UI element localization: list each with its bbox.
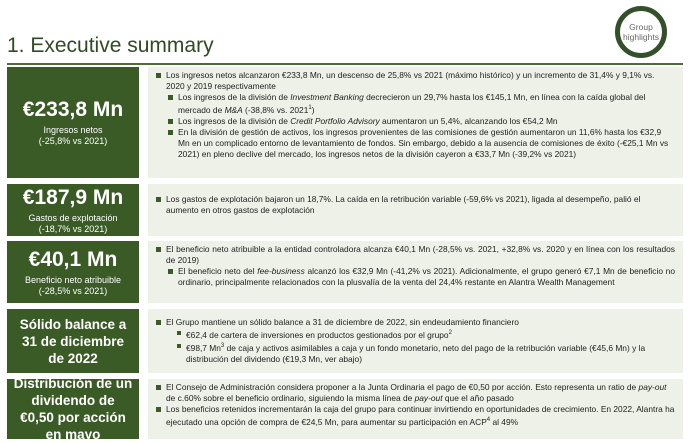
section-badge xyxy=(615,6,667,58)
bullet-investment-portfolio: €62,4 de cartera de inversiones en productos gestionados por el grupo$^2$ xyxy=(154,328,675,341)
bullet-dividend-proposal: El Consejo de Administración considera proponer a la Junta Ordinaria el pago de €0,50 por acción. Esto representa un ratio de pay-out de c.60% sobre el beneficio ordinario, siguiendo la misma línea de pay-out que el año pasado xyxy=(154,382,675,404)
bullet-main: Los ingresos netos alcanzaron €233,8 Mn, un descenso de 25,8% vs 2021 (máximo histórico) y un incremento de 31,4% y 9,1% vs. 2020 y 2019 respectivamente xyxy=(154,70,675,92)
kpi-label: Beneficio neto atribuible xyxy=(24,274,122,285)
section-dividendo xyxy=(7,376,683,442)
kpi-heading: Sólido balance a 31 de diciembre de 2022 xyxy=(19,316,127,366)
kpi-box-beneficio xyxy=(7,241,139,303)
kpi-box-dividendo xyxy=(7,376,139,442)
bullet-credit-portfolio: Los ingresos de la división de Credit Portfolio Advisory aumentaron un 5,4%, alcanzando los €54,2 Mn xyxy=(154,116,675,127)
kpi-box-ingresos xyxy=(7,67,139,178)
kpi-value: €233,8 Mn xyxy=(22,98,124,121)
bullet-main: El beneficio neto atribuible a la entidad controladora alcanza €40,1 Mn (-28,5% vs. 2021, +32,8% vs. 2020 y en línea con los resultados de 2019) xyxy=(154,244,675,266)
bullet-investment-banking: Los ingresos de la división de Investment Banking decrecieron un 29,7% hasta los €145,1 Mn, en línea con la caída global del mercado de M&A (-38,8% vs. 2021$^1$) xyxy=(154,92,675,116)
content-panel-beneficio xyxy=(148,241,683,303)
bullet-asset-management: En la división de gestión de activos, los ingresos provenientes de las comisiones de gestión aumentaron un 11,6% hasta los €32,9 Mn en un complicado entorno de levantamiento de fondos. Sin embargo, debido a la ausencia de comisiones de éxito (-€25,1 Mn vs 2021) en pleno declive del mercado, los ingresos netos de la división cayeron a €33,7 Mn (-39,2% vs 2021) xyxy=(154,127,675,160)
section-gastos xyxy=(7,184,683,236)
kpi-label: Gastos de explotación xyxy=(28,212,118,223)
kpi-value: €40,1 Mn xyxy=(28,247,118,271)
kpi-box-balance xyxy=(7,309,139,373)
content-panel-dividendo xyxy=(148,379,683,439)
badge-text: Group highlights xyxy=(623,21,659,42)
kpi-value: €187,9 Mn xyxy=(22,185,124,209)
bullet-cash: €98,7 Mn$^3$ de caja y activos asimilables a caja y un fondo monetario, neto del pago de la retribución variable (€45,6 Mn) y la distribución del dividendo (€19,3 Mn, ver abajo) xyxy=(154,341,675,365)
bullet-fee-business: El beneficio neto del fee-business alcanzó los €32,9 Mn (-41,2% vs 2021). Adicionalmente, el grupo generó €7,1 Mn de beneficio no ordinario, principalmente relacionados con la plusvalía de la venta del 24,4% restante en Alantra Wealth Management xyxy=(154,266,675,288)
kpi-box-gastos xyxy=(7,184,139,236)
bullet-main: El Grupo mantiene un sólido balance a 31 de diciembre de 2022, sin endeudamiento financiero xyxy=(154,317,675,328)
kpi-change: (-28,5% vs 2021) xyxy=(38,285,108,296)
page-title: 1. Executive summary xyxy=(7,34,214,57)
section-ingresos xyxy=(7,67,683,178)
kpi-label: Ingresos netos xyxy=(43,125,103,135)
kpi-heading: Distribución de un dividendo de €0,50 por acción en mayo xyxy=(13,376,133,442)
content-panel-ingresos xyxy=(148,67,683,178)
section-beneficio xyxy=(7,241,683,303)
kpi-change: (-18,7% vs 2021) xyxy=(38,223,108,234)
content-panel-gastos xyxy=(148,184,683,236)
title-divider xyxy=(7,63,683,65)
content-panel-balance xyxy=(148,309,683,373)
bullet-main: Los gastos de explotación bajaron un 18,7%. La caída en la retribución variable (-59,6% vs 2021), ligada al desempeño, palió el aumento en otros gastos de explotación xyxy=(154,194,675,216)
section-balance xyxy=(7,309,683,373)
kpi-change: (-25,8% vs 2021) xyxy=(38,136,108,146)
bullet-retained-earnings: Los beneficios retenidos incrementarán la caja del grupo para continuar invirtiendo en oportunidades de crecimiento. En 2022, Alantra ha ejecutado una opción de compra de €24,5 Mn, para aumentar su participación en ACP$^4$ al 49% xyxy=(154,404,675,428)
